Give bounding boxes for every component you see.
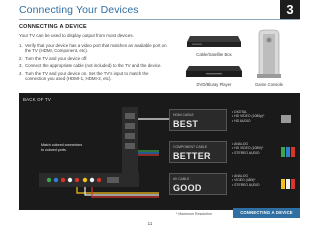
feature-item: • ANALOG xyxy=(232,142,249,146)
steps-list xyxy=(19,43,169,84)
step-text: Turn the TV and your device off. xyxy=(25,55,88,61)
section-banner: CONNECTING A DEVICE xyxy=(233,208,300,218)
cable-rating: BEST xyxy=(173,119,199,129)
step-item xyxy=(19,43,169,54)
cable-features xyxy=(232,110,264,123)
step-number: 2. xyxy=(19,55,23,61)
back-of-tv-label: BACK OF TV xyxy=(23,97,52,102)
step-item xyxy=(19,71,169,82)
device-label: DVD/Bluray Player xyxy=(196,82,232,87)
feature-item: • HD AUDIO xyxy=(232,118,251,123)
cable-box-icon xyxy=(186,27,242,51)
feature-item: • STEREO AUDIO xyxy=(232,150,260,155)
device-label: Game Console xyxy=(255,82,283,87)
step-number: 3. xyxy=(19,63,23,69)
back-of-tv-panel xyxy=(19,93,300,210)
hdmi-cable-box xyxy=(169,109,227,131)
step-number: 1. xyxy=(19,43,23,48)
av-cable-box xyxy=(169,173,227,195)
step-number: 4. xyxy=(19,70,23,76)
connector-callout xyxy=(41,143,91,152)
step-text: Turn the TV and your device on. Set the TV's input to match the connection you used (HDMI-1, HDMI-2, etc). xyxy=(25,70,149,82)
cable-rating: GOOD xyxy=(173,183,202,193)
step-text: Connect the appropriate cable (not included) to the TV and the device. xyxy=(25,63,162,69)
step-item xyxy=(19,56,169,61)
feature-item: • DIGITAL xyxy=(232,110,248,114)
step-text: Verify that your device has a video port that matches an available port on the TV (HDMI, Component, etc). xyxy=(25,43,167,54)
feature-item: • VIDEO (480i)* xyxy=(232,178,256,183)
device-label: Cable/Satellite Box xyxy=(196,52,232,57)
title-rule xyxy=(19,19,300,20)
intro-text: Your TV can be used to display output from most devices. xyxy=(19,33,134,38)
cable-features xyxy=(232,142,263,155)
cable-rating: BETTER xyxy=(173,151,211,161)
game-console-icon xyxy=(251,28,287,80)
cable-type: HDMI CABLE xyxy=(173,113,194,117)
cable-type: COMPONENT CABLE xyxy=(173,145,208,149)
component-cable-box xyxy=(169,141,227,163)
callout-line: Match colored connectors xyxy=(41,143,83,147)
callout-line: to colored ports. xyxy=(41,147,67,152)
page-title: Connecting Your Devices xyxy=(19,4,139,16)
feature-item: • STEREO AUDIO xyxy=(232,182,260,187)
chapter-number: 3 xyxy=(280,0,300,20)
step-item xyxy=(19,63,169,68)
feature-item: • HD VIDEO (1080i)* xyxy=(232,146,264,151)
section-title: CONNECTING A DEVICE xyxy=(19,24,87,30)
cable-type: AV CABLE xyxy=(173,177,190,181)
feature-item: • HD VIDEO (1080p)* xyxy=(232,114,265,119)
resolution-footnote: * Maximum Resolution xyxy=(176,212,212,216)
feature-item: • ANALOG xyxy=(232,174,249,178)
page-number: 11 xyxy=(147,221,153,226)
cable-features xyxy=(232,174,260,187)
dvd-player-icon xyxy=(186,62,242,80)
